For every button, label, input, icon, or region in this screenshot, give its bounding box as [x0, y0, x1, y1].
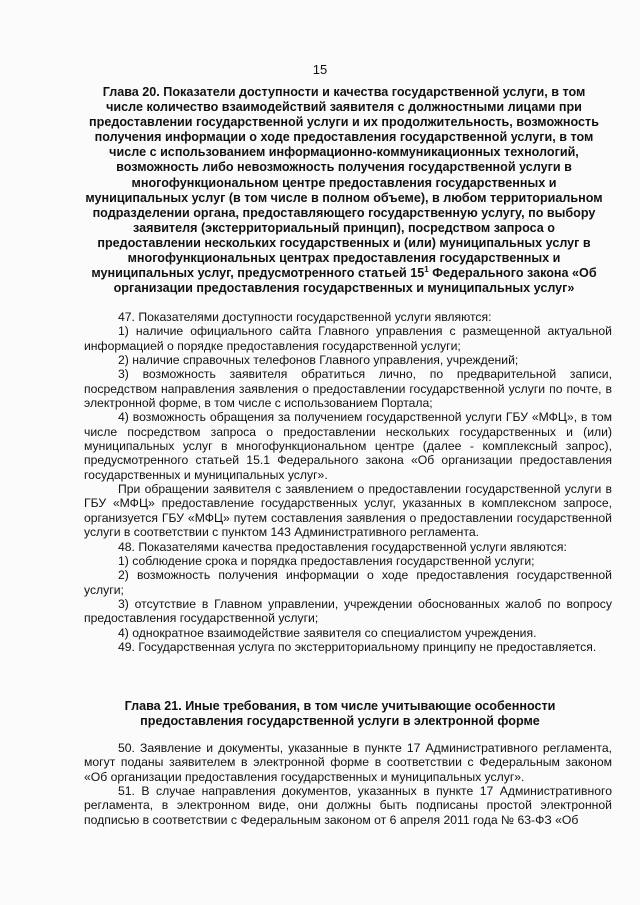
paragraph-47-item-1: 1) наличие официального сайта Главного управления с размещенной актуальной информацией о порядке предоставления государственной услуги;	[84, 324, 612, 353]
paragraph-47-item-2: 2) наличие справочных телефонов Главного управления, учреждений;	[118, 353, 519, 368]
chapter-20-title	[84, 85, 604, 296]
paragraph-48-item-1: 1) соблюдение срока и порядка предоставления государственной услуги;	[118, 553, 535, 568]
chapter-21-title: Глава 21. Иные требования, в том числе учитывающие особенности предоставления государственной услуги в электронной форме	[124, 699, 556, 729]
chapter-21-body	[84, 741, 612, 827]
paragraph-47-item-4: 4) возможность обращения за получением государственной услуги ГБУ «МФЦ», в том числе посредством запроса о предоставлении нескольких государственных и (или) муниципальных услуг в многофункциональном центре (далее - комплексный запрос), предусмотренного статьей 15.1 Федерального закона «Об организации предоставления государственных и муниципальных услуг».	[84, 410, 612, 482]
paragraph-50: 50. Заявление и документы, указанные в пункте 17 Административного регламента, могут поданы заявителем в электронной форме в соответствии с Федеральным законом «Об организации предоставления государственных и муниципальных услуг».	[84, 741, 612, 784]
page-number: 15	[312, 62, 328, 77]
chapter-20-title-text: Глава 20. Показатели доступности и качества государственной услуги, в том числе количество взаимодействий заявителя с должностными лицами при предоставлении государственной услуги и их продолжительность, возможность получения информации о ходе предоставления государственной услуги, в том числе с использованием информационно-коммуникационных технологий, возможность либо невозможность получения государственной услуги в многофункциональном центре предоставления государственных и муниципальных услуг (в том числе в полном объеме), в любом территориальном подразделении органа, предоставляющего государственную услугу, по выбору заявителя (экстерриториальный принцип), посредством запроса о предоставлении нескольких государственных и (или) муниципальных услуг в многофункциональных центрах предоставления государственных и муниципальных услуг, предусмотренного статьей 15	[85, 85, 603, 281]
chapter-20-body	[84, 310, 612, 654]
paragraph-51: 51. В случае направления документов, указанных в пункте 17 Административного регламента, в электронном виде, они должны быть подписаны простой электронной подписью в соответствии с Федеральным законом от 6 апреля 2011 года № 63-ФЗ «Об	[84, 784, 612, 827]
paragraph-47-note: При обращении заявителя с заявлением о предоставлении государственной услуги в ГБУ «МФЦ» предоставление государственных услуг, указанных в комплексном запросе, организуется ГБУ «МФЦ» путем составления заявления о предоставлении государственной услуги в соответствии с пунктом 143 Административного регламента.	[84, 482, 612, 540]
paragraph-48-item-3: 3) отсутствие в Главном управлении, учреждении обоснованных жалоб по вопросу предоставления государственной услуги;	[84, 596, 612, 626]
paragraph-48-item-4: 4) однократное взаимодействие заявителя со специалистом учреждения.	[118, 625, 537, 640]
paragraph-47: 47. Показателями доступности государственной услуги являются:	[118, 310, 492, 324]
paragraph-49: 49. Государственная услуга по экстерриториальному принципу не предоставляется.	[118, 639, 597, 654]
chapter-20-title-text-end: Федерального закона «Об организации предоставления государственных и муниципальных услуг»	[113, 266, 597, 296]
paragraph-48: 48. Показателями качества предоставления государственной услуги являются:	[118, 539, 567, 554]
chapter-20-title-superscript: 1	[424, 264, 429, 274]
paragraph-48-item-2: 2) возможность получения информации о ходе предоставления государственной услуги;	[84, 568, 612, 597]
paragraph-47-item-3: 3) возможность заявителя обратиться лично, по предварительной записи, посредством направления заявления о предоставлении государственной услуги по почте, в электронной форме, в том числе с использованием Портала;	[84, 367, 612, 411]
